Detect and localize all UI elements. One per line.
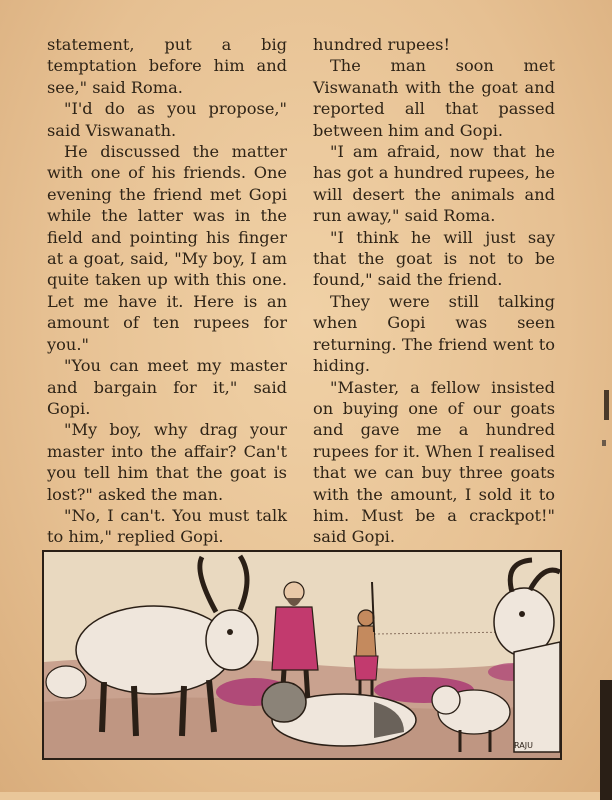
- paragraph: statement, put a big temptation before him and see," said Roma.: [47, 35, 287, 97]
- page-edge-marks: [598, 380, 612, 800]
- artist-signature: RAJU: [514, 741, 533, 750]
- paragraph: "No, I can't. You must talk to him," replied Gopi.: [47, 505, 287, 547]
- paragraph: They were still talking when Gopi was seen returning. The friend went to hiding.: [313, 291, 555, 376]
- paragraph: "I'd do as you propose," said Viswanath.: [47, 99, 287, 140]
- right-text-column: [313, 34, 555, 612]
- paragraph: "I am afraid, now that he has got a hundred rupees, he will desert the animals and run away," said Roma.: [313, 142, 555, 226]
- paragraph: "My boy, why drag your master into the affair? Can't you tell him that the goat is lost?" asked the man.: [47, 420, 287, 504]
- paragraph: The man soon met Viswanath with the goat and reported all that passed between him and Gopi.: [313, 56, 555, 140]
- paragraph: "I think he will just say that the goat is not to be found," said the friend.: [313, 227, 555, 290]
- illustration-svg: [44, 552, 560, 758]
- paragraph: hundred rupees!: [313, 35, 450, 54]
- paragraph: "Master, a fellow insisted on buying one of our goats and gave me a hundred rupees for it. When I realised that we can buy three goats with the amount, I sold it to him. Must be a crackpot!" said Gopi.: [313, 377, 555, 547]
- story-illustration: [42, 550, 562, 760]
- kid-goat: [46, 666, 86, 698]
- paragraph: "You can meet my master and bargain for it," said Gopi.: [47, 356, 287, 418]
- paragraph: He discussed the matter with one of his friends. One evening the friend met Gopi while the latter was in the field and pointing his finger at a goat, said, "My boy, I am quite taken up with this one. Let me have it. Here is an amount of ten rupees for you.": [47, 142, 287, 354]
